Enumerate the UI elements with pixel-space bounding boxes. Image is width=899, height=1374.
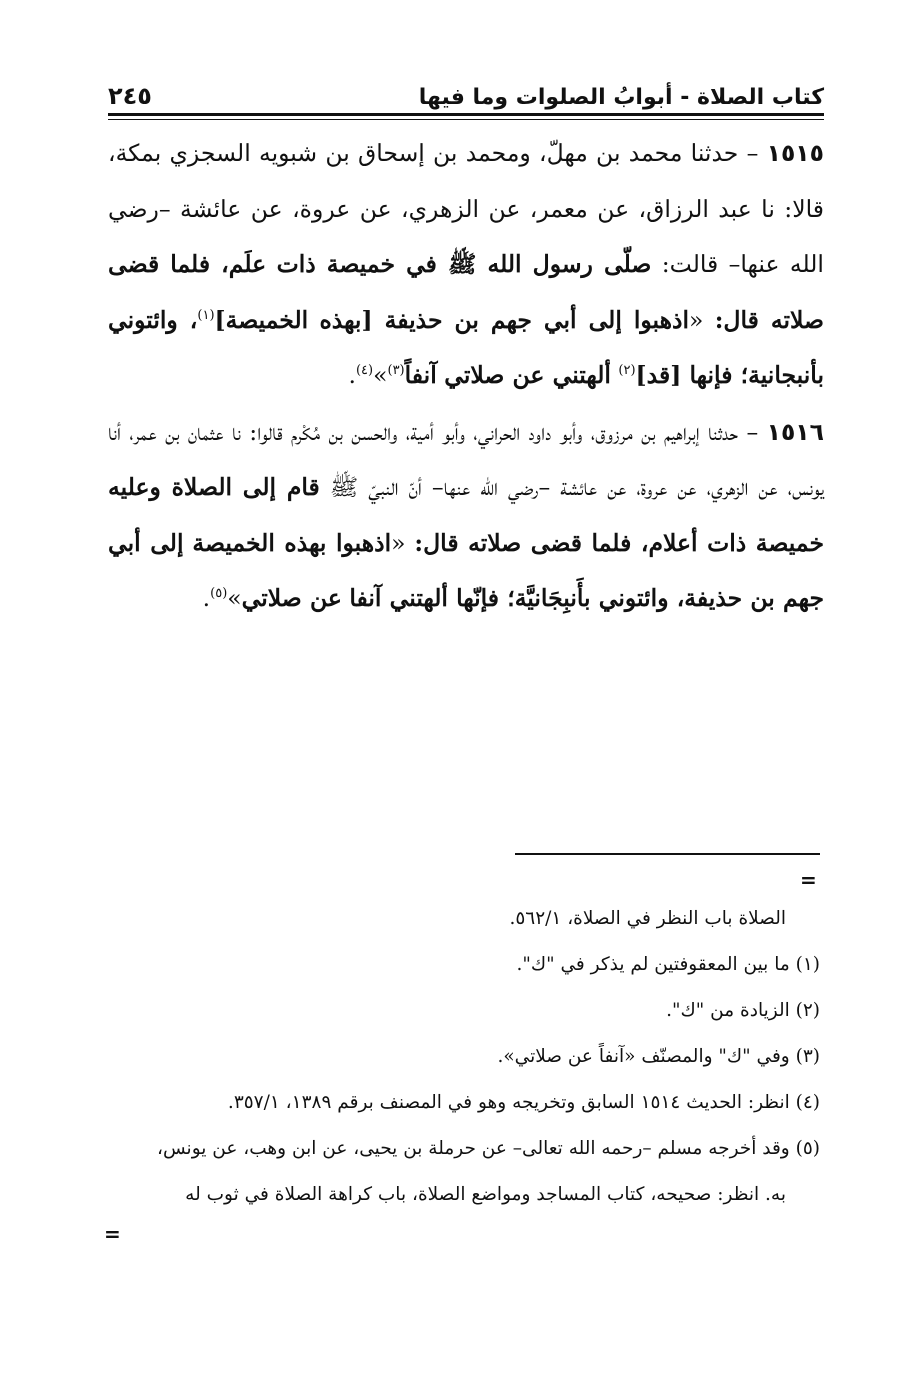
footnote-ref: (٣) [387,363,405,379]
footnote-line: (٢) الزيادة من "ك". [666,1000,820,1021]
text-run-bold: خميصة ذات أعلام، فلما قضى صلاته قال: [414,528,824,557]
text-run-bold: اذهبوا بهذه الخميصة [192,528,392,557]
text-run-bold: صلّى رسول الله ﷺ في خميصة ذات [276,250,652,278]
footnote-ref: (١) [197,307,215,323]
hadith-1515 [108,126,824,404]
text-run-bold: ألهتني عن صلاتي [444,361,611,389]
footnote-ref: (٤) [355,363,374,379]
continuation-mark-bottom: = [104,1222,121,1246]
main-text [108,126,824,627]
hadith-number: ١٥١٥ [766,139,824,167]
text-run-bold: علَم، فلما قضى صلاته قال: [108,250,824,334]
text-run: . [202,584,211,612]
footnote-line: (٣) وفي "ك" والمصنّف «آنفاً عن صلاتي». [497,1046,820,1067]
text-run: عروة، عن عائشة –رضي الله عنها– أنّ النبيّ ﷺ [329,473,668,501]
footnote-ref: (٥) [210,586,228,602]
quote-mark: « [391,528,406,557]
text-run: السجزي بمكة، قالا: نا عبد الرزاق، عن معمر، عن الزهري، عن عروة، عن [108,139,824,223]
header-rule-thin [108,119,824,120]
footnotes [108,896,820,1218]
text-run-bold: قام إلى الصلاة وعليه [108,473,320,501]
text-run-bold: عن صلاتي [241,584,342,612]
footnote-line: (٤) انظر: الحديث ١٥١٤ السابق وتخريجه وهو في المصنف برقم ١٣٨٩، ٣٥٧/١. [227,1092,820,1113]
text-run: – حدثنا إبراهيم بن مرزوق، وأبو داود الحراني، وأبو أمية، [405,417,759,446]
header-title: كتاب الصلاة - أبوابُ الصلوات وما فيها [418,85,824,110]
footnote-line: (٥) وقد أخرجه مسلم –رحمه الله تعالى– عن حرملة بن يحيى، عن ابن وهب، عن يونس، [157,1138,820,1159]
text-run-bold: اذهبوا إلى أبي جهم بن حذيفة [بهذه [319,305,690,334]
text-run: عائشة –رضي الله عنها– قالت: [108,194,824,278]
footnote-line: الصلاة باب النظر في الصلاة، ٥٦٢/١. [509,908,786,929]
text-run-bold: إلى أبي جهم بن حذيفة، وائتوني بأَنبِجَانيَّة؛ فإنّها ألهتني آنفا [108,528,824,612]
quote-mark: « [689,305,704,334]
footnote-separator [515,853,820,855]
quote-mark: » [373,361,388,389]
text-run: والحسن بن مُكْرم قالوا: نا عثمان بن عمر، أنا يونس، عن الزهري، عن [108,417,824,501]
hadith-1516 [108,405,824,627]
footnote-line: (١) ما بين المعقوفتين لم يذكر في "ك". [516,954,820,975]
footnote-ref: (٢) [618,363,636,379]
running-header [108,70,824,110]
quote-mark: » [227,584,242,612]
text-run-bold: الخميصة] [214,305,309,334]
hadith-number: ١٥١٦ [766,417,824,446]
footnote-line: به. انظر: صحيحه، كتاب المساجد ومواضع الصلاة، باب كراهة الصلاة في ثوب له [185,1184,786,1205]
continuation-mark-top: = [800,868,817,892]
text-run: . [348,361,356,389]
text-run-bold: ، وائتوني بأنبجانية؛ فإنها [قد] [108,305,824,389]
header-rule-thick [108,113,824,116]
page-number: ٢٤٥ [108,82,152,110]
text-run-bold: آنفاً [404,361,437,389]
text-run: – حدثنا محمد بن مهلّ، ومحمد بن إسحاق بن شبويه [259,139,759,167]
